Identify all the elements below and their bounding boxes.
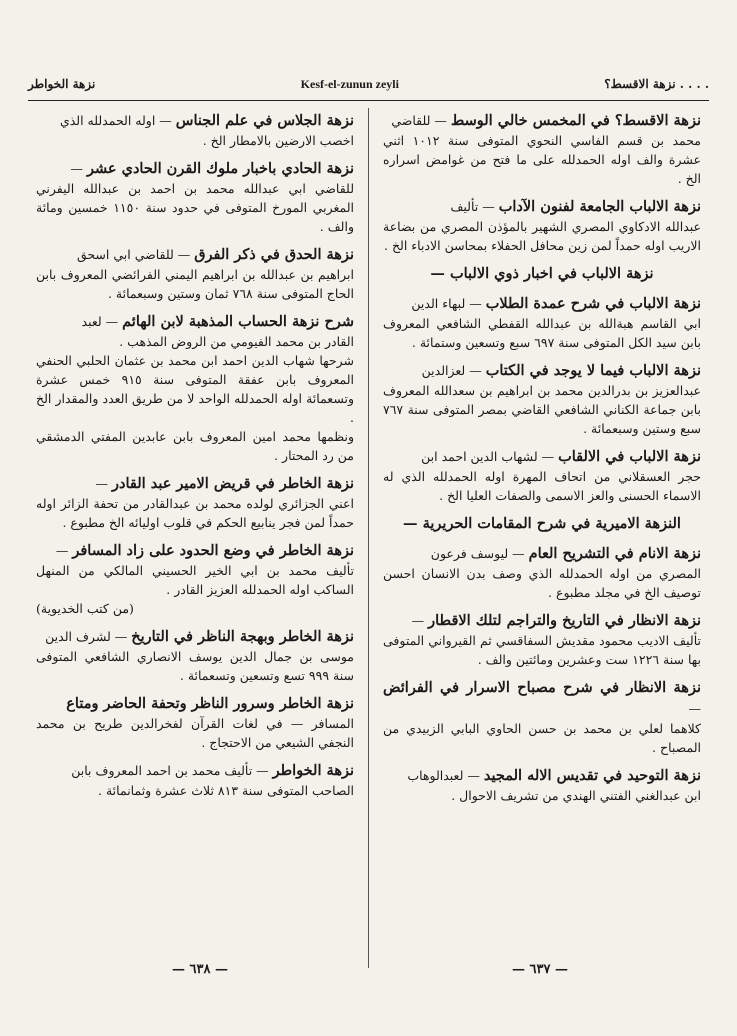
entry-heading — [383, 110, 701, 131]
entry-heading — [383, 293, 701, 314]
entry-heading — [36, 693, 354, 714]
entry-title: نزهة الانظار في شرح مصباح الاسرار في الفرائض — [383, 679, 701, 696]
entry — [383, 110, 701, 188]
entry-heading — [36, 158, 354, 179]
entry-body: للقاضي ابي عبدالله محمد بن احمد بن عبدالله اليفرني المغربي المورخ المتوفى في حدود سنة ١١٥٠ خمسين ومائة والف . — [36, 181, 354, 234]
entry-heading — [383, 360, 701, 381]
entry-title-rest: — للقاضي — [391, 113, 451, 128]
entry-body: تأليف الاديب محمود مقديش السفاقسي ثم القيرواني المتوفى بها سنة ١٢٢٦ ست وعشرين ومائتين والف . — [383, 633, 701, 667]
entry-heading — [36, 540, 354, 561]
entry-title: نزهة الالباب الجامعة لفنون الآداب — [498, 198, 701, 215]
entry-title-rest: — تأليف — [450, 199, 499, 214]
entry-title-rest: — — [70, 161, 87, 176]
entry-title: نزهة الجلاس في علم الجناس — [175, 112, 354, 129]
entry-body: حجر العسقلاني من اتحاف المهرة اوله الحمدلله الذي له الاسماء الحسنى والعز الاسمى والصفات العليا الخ . — [383, 469, 701, 503]
entry-body: محمد بن قسم الفاسي النحوي المتوفى سنة ١٠١٢ اثني عشرة والف اوله الحمدلله على ما فتح من غوامض اسراره الخ . — [383, 133, 701, 186]
entry-body-continued: شرحها شهاب الدين احمد ابن محمد بن عثمان الحلبي الحنفي المعروف بابن عفقة المتوفى سنة ٩١٥ خمس عشرة وتسعمائة اوله الحمدلله الواحد لا من طريق العدد والمقدار الخ . — [36, 353, 354, 425]
entry-body: اعني الجزائري لولده محمد بن عبدالقادر من تحفة الزائر اوله حمداً لمن فجر ينابيع الحكم في قلوب اوليائه الخ مطبوع . — [36, 496, 354, 530]
entry-title: نزهة الانظار في التاريخ والتراجم لتلك الاقطار — [428, 612, 701, 629]
entry — [36, 693, 354, 752]
entry-body: القادر بن محمد الفيومي من الروض المذهب . — [119, 334, 354, 349]
entry — [383, 543, 701, 602]
running-header — [28, 72, 709, 96]
entry — [383, 765, 701, 805]
entry — [383, 196, 701, 255]
entry-title-rest: — لشرف الدين — [45, 629, 132, 644]
entry-title: نزهة الحدق في ذكر الفرق — [194, 246, 354, 263]
entry-heading — [383, 543, 701, 564]
entry — [36, 311, 354, 465]
entry-title-rest: — تأليف محمد بن احمد المعروف بابن — [71, 763, 273, 778]
entry-title-rest: — لعبد — [81, 314, 123, 329]
entry-body: اخصب الارضين بالامطار الخ . — [202, 133, 354, 148]
entry-title-rest: — لبهاء الدين — [411, 296, 486, 311]
header-rule — [28, 100, 709, 101]
entry-title-rest: — — [55, 543, 73, 558]
entry-body: تأليف محمد بن ابي الخير الحسيني المالكي من المنهل الساكب اوله الحمدلله العزيز القادر . — [36, 563, 354, 597]
entry — [383, 677, 701, 757]
entry-body: ابن عبدالغني الفتني الهندي من تشريف الاحوال . — [451, 788, 701, 803]
entry — [383, 293, 701, 352]
entry-title-rest: — اوله الحمدلله الذي — [59, 113, 176, 128]
entry-heading — [383, 677, 701, 719]
entry-body-continued: ونظمها محمد امين المعروف بابن عابدين المفتي الدمشقي من رد المحتار . — [36, 429, 354, 463]
right-column — [383, 110, 701, 990]
entry-title: نزهة الاقسط؟ في المخمس خالي الوسط — [450, 112, 701, 129]
entry-title: نزهة الحادي باخبار ملوك القرن الحادي عشر — [86, 160, 354, 177]
header-left: نزهة الخواطر — [28, 77, 96, 91]
entry-title: نزهة التوحيد في تقديس الاله المجيد — [483, 767, 701, 784]
entry — [36, 540, 354, 618]
page-number-right: — ٦٣٧ — — [511, 962, 568, 977]
entry-body: عبدالله الادكاوي المصري الشهير بالمؤذن المصري من بضاعة الاريب اوله حمداً لمن زين محافل الحفلاء بمحاسن الادباء الخ . — [383, 219, 701, 253]
entry — [36, 158, 354, 236]
entry-body: موسى بن جمال الدين يوسف الانصاري الشافعي المتوفى سنة ٩٩٩ تسع وتسعين وتسعمائة . — [36, 649, 354, 683]
entry — [36, 760, 354, 800]
entry-heading — [36, 473, 354, 494]
entry-body: المصري من اوله الحمدلله الذي وصف بدن الانسان احسن توصيف الخ في مجلد مطبوع . — [383, 566, 701, 600]
entry-heading — [36, 626, 354, 647]
entry-title-rest: — لعبدالوهاب — [407, 768, 484, 783]
entry-heading — [383, 765, 701, 786]
entry-title-rest: — للقاضي ابي اسحق — [76, 247, 195, 262]
source-note: (من كتب الخديوية) — [36, 601, 134, 616]
header-center: Kesf-el-zunun zeyli — [300, 76, 399, 91]
column-separator — [368, 108, 369, 968]
entry-title: نزهة الخواطر — [272, 762, 354, 779]
entry — [383, 446, 701, 505]
entry-heading — [383, 196, 701, 217]
left-column — [36, 110, 354, 990]
entry-body: ابراهيم بن عبدالله بن ابراهيم اليمني الفرائضي المعروف بابن الحاج المتوفى سنة ٧٦٨ ثمان وستين وسبعمائة . — [36, 267, 354, 301]
entry — [383, 610, 701, 669]
entry-title: نزهة الالباب فيما لا يوجد في الكتاب — [485, 362, 701, 379]
entry-title-rest: — لعزالدين — [421, 363, 486, 378]
entry — [36, 473, 354, 532]
section-heading: النزهة الاميرية في شرح المقامات الحريرية — — [403, 515, 681, 532]
entry-title: نزهة الانام في التشريح العام — [528, 545, 701, 562]
entry-body: المسافر — في لغات القرآن لفخرالدين طريح بن محمد النجفي الشيعي من الاحتجاج . — [36, 716, 354, 750]
entry-heading — [36, 110, 354, 131]
entry-title-rest: — — [688, 701, 701, 716]
entry-title: نزهة الخاطر في قريض الامير عبد القادر — [112, 475, 354, 492]
entry-title: نزهة الخاطر وسرور الناظر وتحفة الحاضر ومتاع — [66, 695, 354, 712]
entry-title-rest: — — [95, 476, 112, 491]
entry-body: ابي القاسم هبةالله بن عبدالله القفطي الشافعي المعروف بابن سيد الكل المتوفى سنة ٦٩٧ سبع وتسعين وستمائة . — [383, 316, 701, 350]
header-right: نزهة الاقسط؟ . . . . — [604, 77, 709, 91]
entry-title-rest: — لشهاب الدين احمد ابن — [421, 449, 559, 464]
entry — [36, 110, 354, 150]
entry — [36, 626, 354, 685]
entry-heading — [36, 244, 354, 265]
entry-title: نزهة الالباب في الالقاب — [558, 448, 701, 465]
page-number-left: — ٦٣٨ — — [171, 962, 228, 977]
entry-title: نزهة الخاطر في وضع الحدود على زاد المسافر — [72, 542, 354, 559]
entry-heading — [36, 760, 354, 781]
entry-body: كلاهما لعلي بن محمد بن حسن الحاوي البابي الزبيدي من المصباح . — [383, 721, 701, 755]
entry-title: شرح نزهة الحساب المذهبة لابن الهائم — [122, 313, 354, 330]
entry-title-rest: — — [411, 613, 429, 628]
entry — [36, 244, 354, 303]
entry-heading — [36, 311, 354, 332]
entry-body: عبدالعزيز بن بدرالدين محمد بن ابراهيم بن سعدالله المعروف بابن جماعة الكناني الشافعي القاضي بمصر المتوفى سنة ٧٦٧ سبع وستين وسبعمائة . — [383, 383, 701, 436]
entry-title: نزهة الخاطر وبهجة الناظر في التاريخ — [131, 628, 354, 645]
entry-heading — [383, 446, 701, 467]
entry-title-rest: — ليوسف فرعون — [430, 546, 529, 561]
entry-title: نزهة الالباب في شرح عمدة الطلاب — [485, 295, 701, 312]
entry-body: الصاحب المتوفى سنة ٨١٣ ثلاث عشرة وثمانمائة . — [98, 783, 354, 798]
entry — [383, 360, 701, 438]
entry-heading — [383, 610, 701, 631]
section-heading: نزهة الالباب في اخبار ذوي الالباب — — [430, 265, 654, 282]
